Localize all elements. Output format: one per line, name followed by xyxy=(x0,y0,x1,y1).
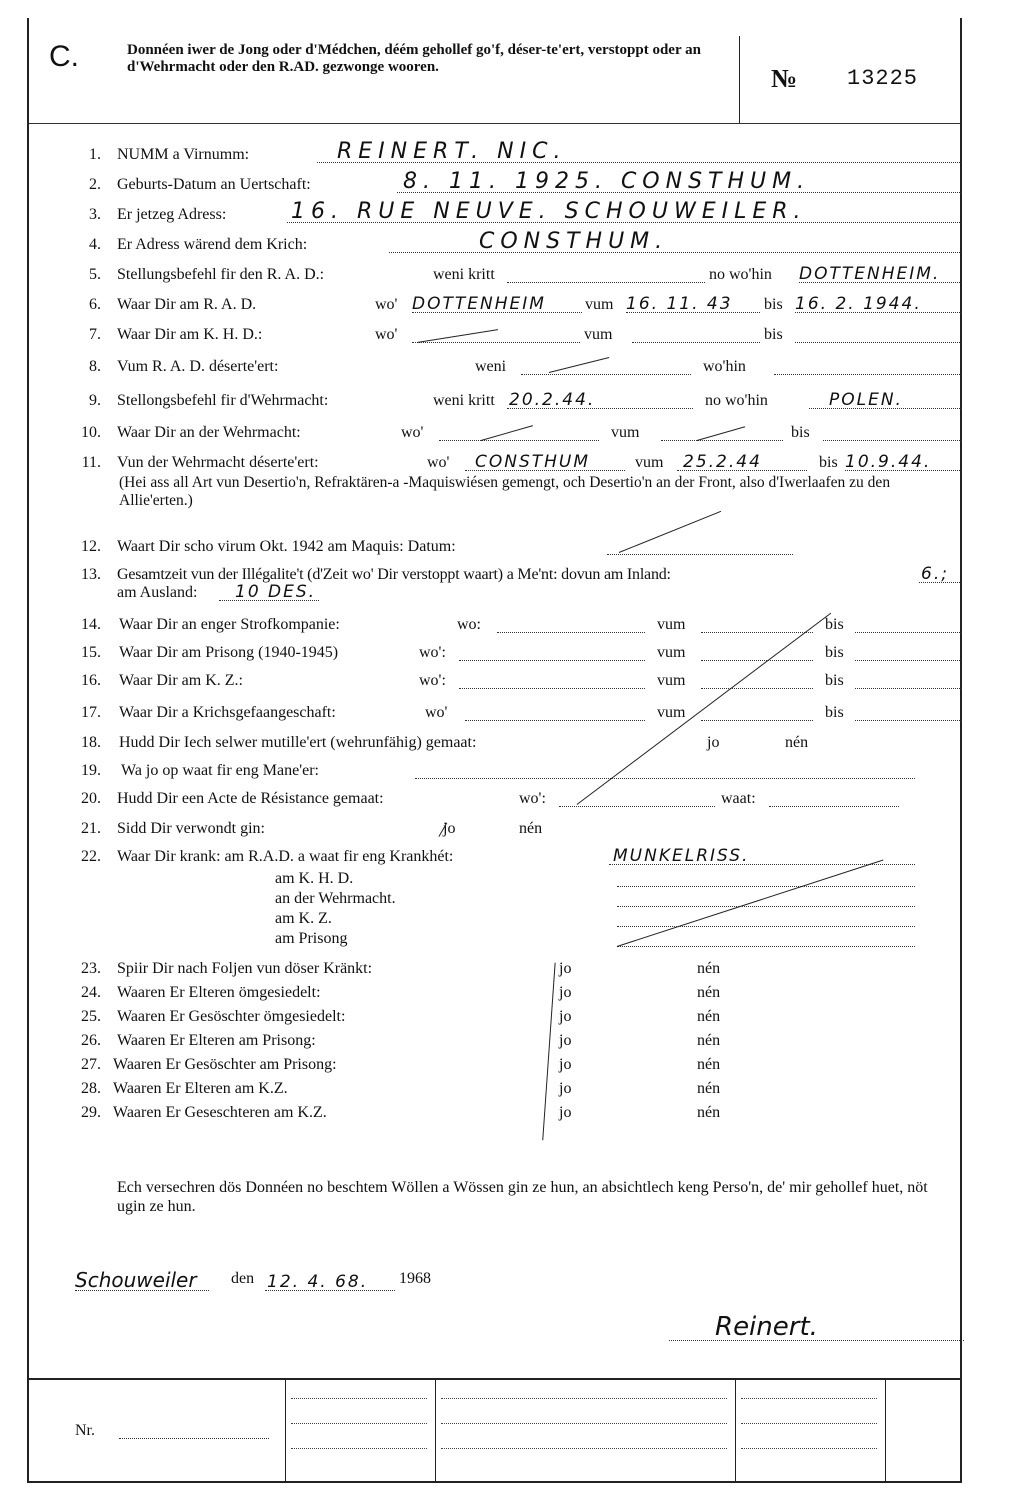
option-no[interactable]: nén xyxy=(697,1008,721,1025)
handwritten-date: 12. 4. 68. xyxy=(267,1272,369,1292)
input-line[interactable] xyxy=(465,454,625,471)
input-line[interactable] xyxy=(799,266,962,283)
footer-column xyxy=(735,1380,736,1483)
handwritten-value: 10 DES. xyxy=(235,582,317,602)
input-line[interactable] xyxy=(855,672,962,689)
option-yes[interactable]: jo xyxy=(559,1080,572,1097)
handwritten-value: DOTTENHEIM. xyxy=(799,264,941,284)
input-line[interactable] xyxy=(317,139,962,164)
option-no[interactable]: nén xyxy=(697,984,721,1001)
option-no[interactable]: nén xyxy=(697,1080,721,1097)
nr-line[interactable] xyxy=(119,1422,269,1439)
input-line[interactable] xyxy=(617,870,915,887)
declaration-text: Ech versechren dös Donnéen no beschtem Wöllen a Wössen gin ze hun, an absichtlech keng Perso'n, de' mir gehollef huet, nöt ugin ze hun. xyxy=(117,1179,928,1215)
option-yes[interactable]: jo xyxy=(559,1104,572,1121)
place-line[interactable] xyxy=(75,1270,209,1291)
footer-line[interactable] xyxy=(291,1423,427,1424)
date-line[interactable] xyxy=(265,1270,395,1291)
input-line[interactable] xyxy=(855,616,962,633)
input-line[interactable] xyxy=(412,296,582,313)
option-no[interactable]: nén xyxy=(697,1056,721,1073)
form-page: C. Donnéen iwer de Jong oder d'Médchen, déém gehollef go'f, déser-te'ert, verstoppt oder an d'Wehrmacht oder den R.AD. gezwonge wooren. № 13225 1. NUMM a Virnumm: REINERT. NIC. 2. Geburts-Datum an Uertschaft: 8. 11. 1925. CONSTHUM. 3. Er jetzeg Adress: 16. RUE NEUVE. SCHOUWEILER. 4. Er Adress wärend dem Krich: CONSTHUM. 5. Stellungsbefehl fir den R. A. D.: weni kritt no wo'hin DOTTENHEIM. 6. Waar Dir am R. A. D. wo' DOTTENHEIM vum 16. 11. 43 bis 16. 2. 1944. 7. Waar Dir am K. H. D.: wo' vum bis 8. Vum R. A. D. déserte'ert: weni wo'hin 9. Stellongsbefehl fir d'Wehrmacht: weni kritt 20.2.44. no wo'hin POLEN. 10. Waar Dir an der Wehrmacht: wo' vum bis 11. Vun der Wehrmacht déserte'ert: wo' CONSTHUM vum 25.2.44 bis 10.9.44. (Hei ass all Art vun Desertio'n, Refraktären-a -Maquiswiésen gemengt, och Desertio'n an der Front, also d'Iwerlaafen zu den Allie'erten.) 12. Waart Dir scho virum Okt. 1942 am Maquis: Datum: 13. Gesamtzeit vun der Illégalite't (d'Zeit wo' Dir verstoppt waart) a Me'nt: dovun am Inland: 6.; am Ausland: 10 DES. 14. Waar Dir an enger Strofkompanie: wo: vum bis 15. Waar Dir am Prisong (1940-1945) wo': vum bis 16. Waar Dir am K. Z.: wo': vum bis 17. Waar Dir a Krichsgefaangeschaft: wo' vum bis 18. Hudd Dir Iech selwer mutille'ert (wehrunfähig) gemaat: jo nén 19. Wa jo op waat fir eng Mane'er: 20. Hudd Dir een Acte de Résistance gemaat: wo': waat: 21. Sidd Dir verwondt gin: jo nén 22. Waar Dir krank: am R.A.D. a waat fir eng Krankhét: MUNKELRISS. am K. H. D. an der Wehrmacht. am K. Z. am Prisong 23. Spiir Dir nach Foljen vun döser Kränkt: jo nén 24. Waaren Er Elteren ömgesiedelt: jo nén 25. Waaren Er Gesöschter ömgesiedelt: jo nén 26. Waaren Er Elteren am Prisong: jo nén 27. Waaren Er Gesöschter am Prisong: jo nén 28. Waaren Er Elteren am K.Z. jo nén 29. Waaren Er Geseschteren am K.Z. jo nén Ech versechren dös Donnéen no beschtem Wöllen a Wössen gin ze hun, an absichtlech keng Perso'n, de' mir gehollef huet, nöt ugin ze hun. Schouweiler den 12. 4. 68. 1968 Reinert. Nr. xyxy=(27,18,962,1483)
option-yes[interactable]: jo xyxy=(443,820,456,837)
footer-line[interactable] xyxy=(291,1398,427,1399)
input-line[interactable] xyxy=(507,392,693,409)
option-yes[interactable]: jo xyxy=(559,1008,572,1025)
option-no[interactable]: nén xyxy=(519,820,543,837)
handwritten-value: REINERT. NIC. xyxy=(337,139,567,164)
pen-strike xyxy=(542,963,556,1141)
input-line[interactable] xyxy=(459,644,645,661)
header-divider xyxy=(739,36,740,123)
form-number: 13225 xyxy=(847,66,919,91)
input-line[interactable] xyxy=(397,169,962,194)
input-line[interactable] xyxy=(855,644,962,661)
handwritten-value: 8. 11. 1925. CONSTHUM. xyxy=(403,169,811,194)
handwritten-value: 16. 11. 43 xyxy=(626,294,733,314)
input-line[interactable] xyxy=(219,584,319,601)
option-yes[interactable]: jo xyxy=(559,960,572,977)
input-line[interactable] xyxy=(809,392,962,409)
option-no[interactable]: nén xyxy=(697,1032,721,1049)
handwritten-value: CONSTHUM xyxy=(475,452,591,472)
input-line[interactable] xyxy=(521,358,691,375)
option-no[interactable]: nén xyxy=(697,960,721,977)
input-line[interactable] xyxy=(919,566,962,583)
footer-line[interactable] xyxy=(441,1448,727,1449)
option-yes[interactable]: jo xyxy=(707,734,720,751)
input-line[interactable] xyxy=(701,616,813,633)
input-line[interactable] xyxy=(617,910,915,927)
footer-column xyxy=(435,1380,436,1483)
input-line[interactable] xyxy=(609,848,915,865)
input-line[interactable] xyxy=(626,296,760,313)
input-line[interactable] xyxy=(632,326,760,343)
input-line[interactable] xyxy=(701,644,813,661)
input-line[interactable] xyxy=(855,704,962,721)
input-line[interactable] xyxy=(497,616,645,633)
option-yes[interactable]: jo xyxy=(559,1032,572,1049)
input-line[interactable] xyxy=(415,762,915,779)
handwritten-value: 16. RUE NEUVE. SCHOUWEILER. xyxy=(291,199,807,224)
input-line[interactable] xyxy=(701,672,813,689)
input-line[interactable] xyxy=(389,229,962,254)
handwritten-value: CONSTHUM. xyxy=(479,229,669,254)
input-line[interactable] xyxy=(287,199,962,224)
input-line[interactable] xyxy=(774,358,962,375)
input-line[interactable] xyxy=(701,704,813,721)
input-line[interactable] xyxy=(823,424,962,441)
footer-line[interactable] xyxy=(441,1423,727,1424)
footer-rule xyxy=(29,1378,960,1380)
input-line[interactable] xyxy=(439,424,599,441)
header-text: Donnéen iwer de Jong oder d'Médchen, déém gehollef go'f, déser-te'ert, verstoppt oder an d'Wehrmacht oder den R.AD. gezwonge wooren. xyxy=(127,42,701,75)
handwritten-signature: Reinert. xyxy=(715,1312,818,1342)
handwritten-value: MUNKELRISS. xyxy=(613,846,750,866)
option-yes[interactable]: jo xyxy=(559,984,572,1001)
input-line[interactable] xyxy=(795,296,962,313)
handwritten-value: 6.; xyxy=(921,564,949,584)
input-line[interactable] xyxy=(845,454,962,471)
note-desertion: (Hei ass all Art vun Desertio'n, Refraktären-a -Maquiswiésen gemengt, och Desertio'n an der Front, also d'Iwerlaafen zu den Allie'erten.) xyxy=(119,474,891,509)
form-header xyxy=(29,18,960,124)
footer-column xyxy=(285,1380,286,1483)
footer-line[interactable] xyxy=(741,1398,877,1399)
handwritten-value: POLEN. xyxy=(829,390,903,410)
handwritten-value: 16. 2. 1944. xyxy=(795,294,922,314)
footer-column xyxy=(885,1380,886,1483)
footer-line[interactable] xyxy=(291,1448,427,1449)
footer-line[interactable] xyxy=(441,1398,727,1399)
handwritten-value: 10.9.44. xyxy=(845,452,932,472)
handwritten-place: Schouweiler xyxy=(75,1268,197,1292)
section-letter: C. xyxy=(49,40,79,73)
footer-line[interactable] xyxy=(741,1423,877,1424)
option-no[interactable]: nén xyxy=(785,734,809,751)
number-symbol: № xyxy=(771,64,798,93)
footer-line[interactable] xyxy=(741,1448,877,1449)
handwritten-value: 25.2.44 xyxy=(683,452,762,472)
input-line[interactable] xyxy=(677,454,807,471)
handwritten-value: DOTTENHEIM xyxy=(412,294,546,314)
handwritten-value: 20.2.44. xyxy=(509,390,596,410)
input-line[interactable] xyxy=(465,704,645,721)
input-line[interactable] xyxy=(507,266,705,283)
option-yes[interactable]: jo xyxy=(559,1056,572,1073)
input-line[interactable] xyxy=(459,672,645,689)
option-no[interactable]: nén xyxy=(697,1104,721,1121)
input-line[interactable] xyxy=(795,326,962,343)
input-line[interactable] xyxy=(769,790,899,807)
signature-line[interactable] xyxy=(669,1312,964,1342)
